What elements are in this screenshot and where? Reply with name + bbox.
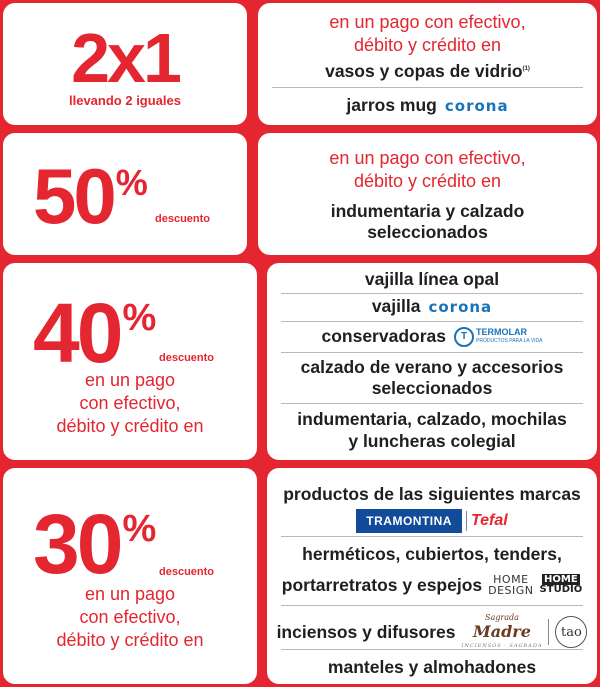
brand-logos-row xyxy=(267,509,597,533)
payment-line-2: con efectivo, xyxy=(79,607,181,627)
payment-line-1: en un pago xyxy=(84,584,176,604)
divider xyxy=(281,293,583,294)
promo-50-sub: descuento xyxy=(155,213,211,225)
promo-2x1-headline: 2x1 xyxy=(71,19,179,97)
promo-50-number: 50 xyxy=(33,152,114,240)
promo-50-value xyxy=(33,152,148,240)
promo-30-sub: descuento xyxy=(159,566,215,578)
promo-30-pct: % xyxy=(122,508,157,550)
item-conservadoras-label: conservadoras xyxy=(321,326,446,346)
promo-30 xyxy=(3,468,597,684)
item-calzado-verano-2: seleccionados xyxy=(371,378,493,398)
termolar-wordmark xyxy=(476,328,543,346)
termolar-icon: T xyxy=(454,327,474,347)
payment-line-3: débito y crédito en xyxy=(56,630,204,650)
promo-40-pct: % xyxy=(122,297,157,339)
promo-40-badge xyxy=(3,263,257,460)
promo-50-details xyxy=(258,133,597,255)
sagrada-madre-tag: INCIENSOS · SAGRADA xyxy=(461,643,543,649)
divider xyxy=(281,321,583,322)
home-studio-logo xyxy=(540,575,583,595)
sagrada-madre-top: Sagrada xyxy=(485,613,519,622)
promo-30-number: 30 xyxy=(33,497,121,591)
payment-line-1: en un pago xyxy=(84,370,176,390)
termolar-name: TERMOLAR xyxy=(476,326,527,337)
item-indumentaria-colegial-1: indumentaria, calzado, mochilas xyxy=(297,409,567,429)
item-vasos-copas-label: vasos y copas de vidrio xyxy=(325,61,523,81)
item-vajilla-opal: vajilla línea opal xyxy=(364,269,500,289)
promo-2x1 xyxy=(3,3,597,125)
payment-line-3: débito y crédito en xyxy=(56,416,204,436)
termolar-logo xyxy=(454,327,543,347)
promo-30-badge xyxy=(3,468,257,684)
divider xyxy=(281,649,583,650)
sagrada-madre-main: Madre xyxy=(473,622,531,641)
promo-40-value xyxy=(33,286,157,380)
item-inciensos-label: inciensos y difusores xyxy=(276,621,456,642)
item-jarros-mug-label: jarros mug xyxy=(346,95,437,115)
item-conservadoras xyxy=(267,326,597,347)
item-indumentaria-1: indumentaria y calzado xyxy=(330,201,525,221)
item-manteles: manteles y almohadones xyxy=(327,657,537,677)
tao-logo: tao xyxy=(555,616,587,648)
corona-logo: corona xyxy=(428,297,493,316)
footnote-mark: (1) xyxy=(522,66,530,73)
corona-logo: corona xyxy=(444,96,509,115)
payment-line-2: débito y crédito en xyxy=(353,171,502,191)
item-calzado-verano-1: calzado de verano y accesorios xyxy=(300,357,564,377)
promo-2x1-details xyxy=(258,3,597,125)
promo-2x1-sub: llevando 2 iguales xyxy=(69,93,181,108)
promo-30-details xyxy=(267,468,597,684)
item-jarros-mug xyxy=(258,95,597,116)
divider xyxy=(281,352,583,353)
item-indumentaria-2: seleccionados xyxy=(367,222,488,242)
home-design-bottom: DESIGN xyxy=(488,584,534,597)
promo-30-value xyxy=(33,497,157,591)
promo-50-badge xyxy=(3,133,247,255)
payment-line-1: en un pago con efectivo, xyxy=(329,12,526,32)
item-portarretratos-label: portarretratos y espejos xyxy=(281,574,483,595)
promo-40-number: 40 xyxy=(33,286,121,380)
item-productos-marcas: productos de las siguientes marcas xyxy=(283,484,581,504)
home-design-logo xyxy=(488,574,533,596)
home-studio-bottom: STUDIO xyxy=(539,584,583,595)
item-portarretratos xyxy=(267,574,597,596)
item-vajilla-label: vajilla xyxy=(371,296,421,316)
divider xyxy=(272,87,583,88)
item-hermeticos: herméticos, cubiertos, tenders, xyxy=(302,544,562,564)
item-indumentaria-colegial-2: y luncheras colegial xyxy=(348,431,516,451)
promo-40-sub: descuento xyxy=(159,352,215,364)
sagrada-madre-logo xyxy=(462,611,543,653)
promo-40 xyxy=(3,263,597,460)
divider xyxy=(281,605,583,606)
promo-50-pct: % xyxy=(115,162,148,203)
promo-50 xyxy=(3,133,597,255)
logo-divider xyxy=(466,511,467,531)
home-design-top: HOME xyxy=(493,573,529,586)
tramontina-logo: TRAMONTINA xyxy=(356,509,462,533)
logo-divider xyxy=(548,619,549,645)
payment-line-2: con efectivo, xyxy=(79,393,181,413)
termolar-tagline: PRODUCTOS PARA LA VIDA xyxy=(476,337,543,344)
item-vajilla-corona xyxy=(267,296,597,317)
item-vasos-copas xyxy=(258,61,597,82)
home-studio-top: HOME xyxy=(544,574,578,585)
promo-2x1-badge xyxy=(3,3,247,125)
payment-line-1: en un pago con efectivo, xyxy=(329,148,526,168)
item-inciensos xyxy=(267,611,597,653)
divider xyxy=(281,536,583,537)
tefal-logo: Tefal xyxy=(470,512,508,529)
promo-40-details xyxy=(267,263,597,460)
payment-line-2: débito y crédito en xyxy=(353,35,502,55)
divider xyxy=(281,403,583,404)
